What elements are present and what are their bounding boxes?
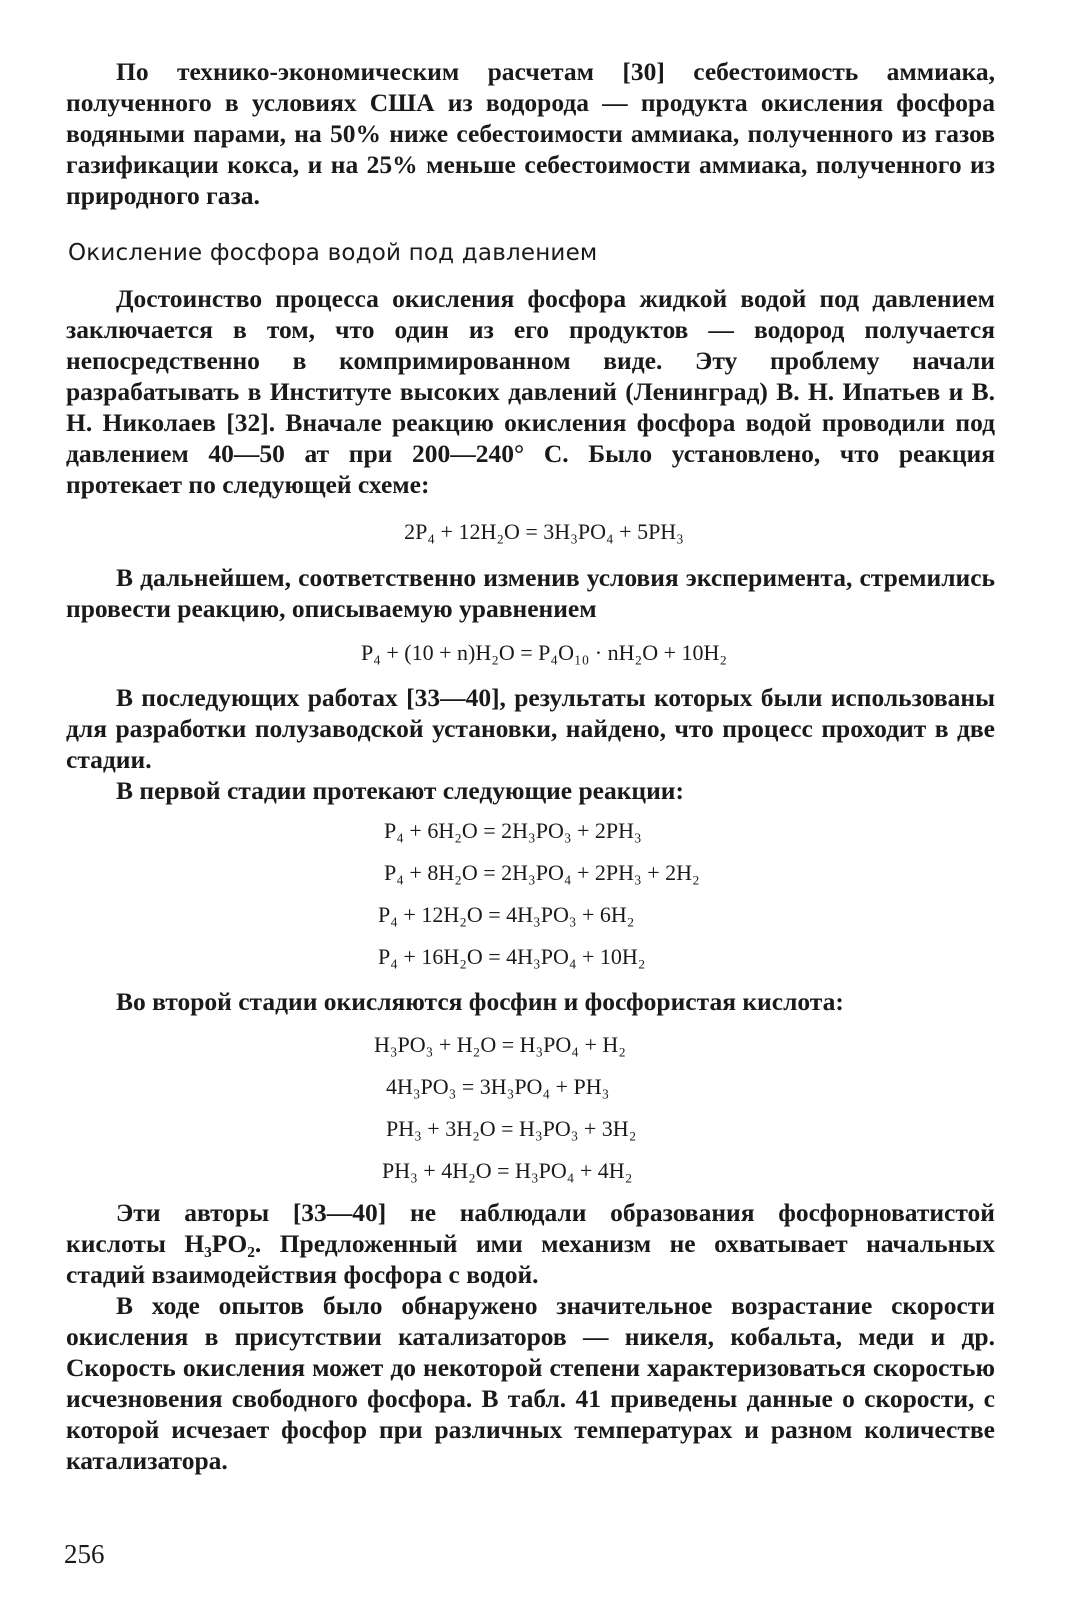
section-heading: Окисление фосфора водой под давлением <box>68 240 598 266</box>
paragraph-experiment-change: В дальнейшем, соответственно изменив условия эксперимента, стремились провести реакцию, описываемую уравнением <box>66 563 995 623</box>
paragraph-second-stage-intro: Во второй стадии окисляются фосфин и фосфористая кислота: <box>116 987 844 1016</box>
stage2-equation-1: H₃PO₃ + H₂O = H₃PO₄ + H₂ <box>374 1032 626 1057</box>
stage2-equation-4: PH₃ + 4H₂O = H₃PO₄ + 4H₂ <box>382 1158 633 1183</box>
equation-1: 2P₄ + 12H₂O = 3H₃PO₄ + 5PH₃ <box>404 519 684 544</box>
stage2-equation-3: PH₃ + 3H₂O = H₃PO₃ + 3H₂ <box>386 1116 637 1141</box>
stage1-equation-2: P₄ + 8H₂O = 2H₃PO₄ + 2PH₃ + 2H₂ <box>384 860 700 885</box>
paragraph-authors-observation: Эти авторы [33—40] не наблюдали образования фосфорноватистой кислоты H₃PO₂. Предложенный ими механизм не охватывает начальных стадий взаимодействия фосфора с водой. <box>66 1198 995 1289</box>
stage2-equation-2: 4H₃PO₃ = 3H₃PO₄ + PH₃ <box>386 1074 610 1099</box>
paragraph-two-stages: В последующих работах [33—40], результаты которых были использованы для разработки полузаводской установки, найдено, что процесс проходит в две стадии. <box>66 683 995 774</box>
equation-2: P₄ + (10 + n)H₂O = P₄O₁₀ · nH₂O + 10H₂ <box>360 640 728 665</box>
paragraph-ammonia-cost: По технико-экономическим расчетам [30] себестоимость аммиака, полученного в условиях США из водорода — продукта окисления фосфора водяными парами, на 50% ниже себестоимости аммиака, полученного из газов газификации кокса, и на 25% меньше себестоимости аммиака, полученного из природного газа. <box>66 57 995 210</box>
stage1-equation-4: P₄ + 16H₂O = 4H₃PO₄ + 10H₂ <box>378 944 646 969</box>
stage1-equation-1: P₄ + 6H₂O = 2H₃PO₃ + 2PH₃ <box>384 818 642 843</box>
paragraph-catalysts: В ходе опытов было обнаружено значительное возрастание скорости окисления в присутствии катализаторов — никеля, кобальта, меди и др. Скорость окисления может до некоторой степени характеризоваться скоростью исчезновения свободного фосфора. В табл. 41 приведены данные о скорости, с которой исчезает фосфор при различных температурах и разном количестве катализатора. <box>66 1291 995 1475</box>
paragraph-first-stage-intro: В первой стадии протекают следующие реакции: <box>116 776 684 805</box>
paragraph-pressure-oxidation: Достоинство процесса окисления фосфора жидкой водой под давлением заключается в том, что один из его продуктов — водород получается непосредственно в компримированном виде. Эту проблему начали разрабатывать в Институте высоких давлений (Ленинград) В. Н. Ипатьев и В. Н. Николаев [32]. Вначале реакцию окисления фосфора водой проводили под давлением 40—50 ат при 200—240° С. Было установлено, что реакция протекает по следующей схеме: <box>66 284 995 499</box>
page-number: 256 <box>64 1539 105 1569</box>
stage1-equation-3: P₄ + 12H₂O = 4H₃PO₃ + 6H₂ <box>378 902 635 927</box>
